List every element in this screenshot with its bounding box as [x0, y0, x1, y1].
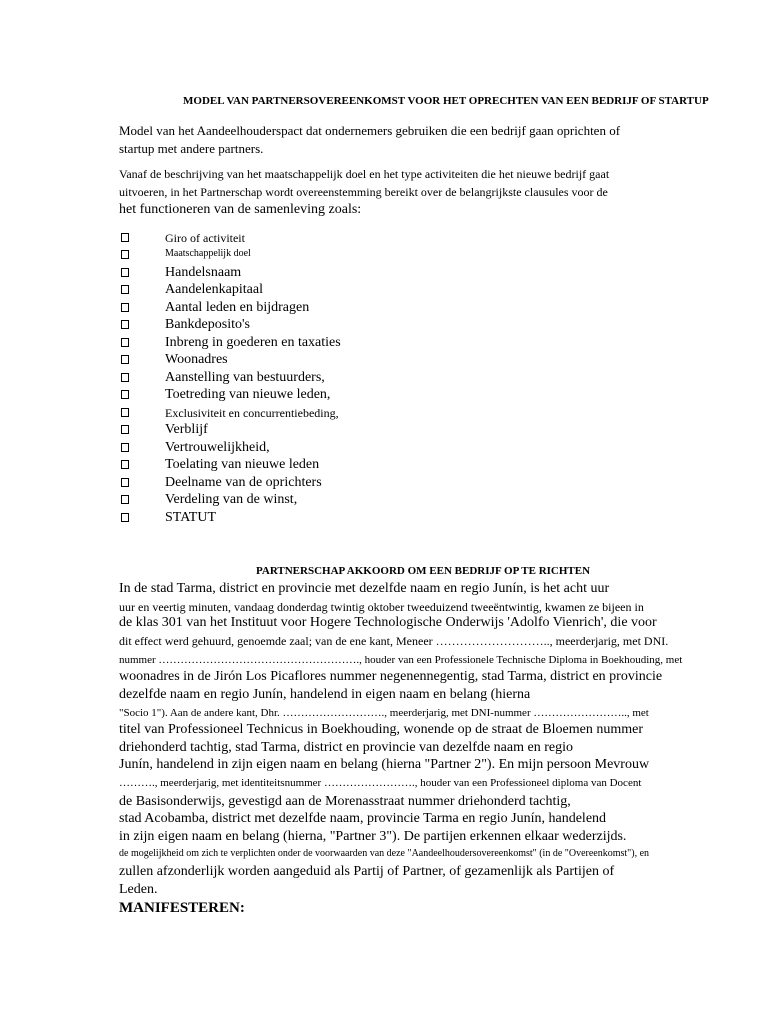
list-item: Bankdeposito's [165, 317, 250, 332]
checkbox-bullet-icon [121, 250, 129, 259]
list-item: Vertrouwelijkheid, [165, 440, 270, 455]
checkbox-bullet-icon [121, 513, 129, 522]
body-line: dit effect werd gehuurd, genoemde zaal; van de ene kant, Meneer ……………………….., meerderjarig, met DNI. [119, 634, 669, 648]
checkbox-bullet-icon [121, 320, 129, 329]
intro-line: Model van het Aandeelhouderspact dat ondernemers gebruiken die een bedrijf gaan oprichten of [119, 123, 621, 138]
list-item: Exclusiviteit en concurrentiebeding, [165, 406, 339, 420]
section-title: PARTNERSCHAP AKKOORD OM EEN BEDRIJF OP TE RICHTEN [256, 565, 591, 577]
checkbox-bullet-icon [121, 268, 129, 277]
body-line: "Socio 1"). Aan de andere kant, Dhr. ………………………., meerderjarig, met DNI-nummer …………………….., met [119, 707, 649, 719]
manifest-heading: MANIFESTEREN: [119, 900, 245, 916]
list-item: Verblijf [165, 422, 208, 437]
body-line: In de stad Tarma, district en provincie met dezelfde naam en regio Junín, is het acht uur [119, 581, 610, 596]
list-item: Woonadres [165, 352, 228, 367]
checkbox-bullet-icon [121, 495, 129, 504]
body-line: zullen afzonderlijk worden aangeduid als Partij of Partner, of gezamenlijk als Partijen of [119, 864, 615, 879]
list-item: Aanstelling van bestuurders, [165, 370, 325, 385]
body-line: driehonderd tachtig, stad Tarma, district en provincie van dezelfde naam en regio [119, 740, 573, 755]
list-item: Deelname van de oprichters [165, 475, 322, 490]
checkbox-bullet-icon [121, 443, 129, 452]
body-line: in zijn eigen naam en belang (hierna, "Partner 3"). De partijen erkennen elkaar wederzijds. [119, 829, 627, 844]
document-title: MODEL VAN PARTNERSOVEREENKOMST VOOR HET OPRECHTEN VAN EEN BEDRIJF OF STARTUP [183, 95, 709, 107]
list-item: STATUT [165, 510, 216, 525]
body-line: de klas 301 van het Instituut voor Hogere Technologische Onderwijs 'Adolfo Vienrich', die voor [119, 615, 657, 630]
checkbox-bullet-icon [121, 338, 129, 347]
checkbox-bullet-icon [121, 425, 129, 434]
list-item: Maatschappelijk doel [165, 248, 251, 259]
body-line: titel van Professioneel Technicus in Boekhouding, wonende op de straat de Bloemen nummer [119, 722, 644, 737]
body-line: uur en veertig minuten, vandaag donderdag twintig oktober tweeduizend tweeëntwintig, kwamen ze bijeen in [119, 600, 644, 614]
checkbox-bullet-icon [121, 373, 129, 382]
checkbox-bullet-icon [121, 285, 129, 294]
list-item: Handelsnaam [165, 265, 242, 280]
list-item: Toelating van nieuwe leden [165, 457, 320, 472]
body-line: stad Acobamba, district met dezelfde naam, provincie Tarma en regio Junín, handelend [119, 811, 607, 826]
checkbox-bullet-icon [121, 303, 129, 312]
list-item: Aandelenkapitaal [165, 282, 263, 297]
body-line: Leden. [119, 882, 158, 897]
checkbox-bullet-icon [121, 390, 129, 399]
body-line: dezelfde naam en regio Junín, handelend in eigen naam en belang (hierna [119, 687, 531, 702]
checkbox-bullet-icon [121, 233, 129, 242]
description-line: het functioneren van de samenleving zoals: [119, 202, 362, 217]
body-line: ………., meerderjarig, met identiteitsnummer ……………………., houder van een Professioneel diploma van Docent [119, 777, 642, 789]
body-line: de mogelijkheid om zich te verplichten onder de voorwaarden van deze "Aandeelhoudersovereenkomst" (in de "Overeenkomst"), en [119, 848, 650, 859]
list-item: Inbreng in goederen en taxaties [165, 335, 341, 350]
body-line: woonadres in de Jirón Los Picaflores nummer negenennegentig, stad Tarma, district en provincie [119, 669, 663, 684]
description-line: uitvoeren, in het Partnerschap wordt overeenstemming bereikt over de belangrijkste clausules voor de [119, 185, 608, 199]
checkbox-bullet-icon [121, 355, 129, 364]
list-item: Verdeling van de winst, [165, 492, 298, 507]
body-line: Junín, handelend in zijn eigen naam en belang (hierna "Partner 2"). En mijn persoon Mevrouw [119, 757, 650, 772]
list-item: Giro of activiteit [165, 231, 245, 245]
list-item: Aantal leden en bijdragen [165, 300, 310, 315]
body-line: nummer ………………………………………………., houder van een Professionele Technische Diploma in Boekhouding, met [119, 654, 683, 666]
checkbox-bullet-icon [121, 408, 129, 417]
list-item: Toetreding van nieuwe leden, [165, 387, 331, 402]
description-line: Vanaf de beschrijving van het maatschappelijk doel en het type activiteiten die het nieuwe bedrijf gaat [119, 167, 610, 181]
checkbox-bullet-icon [121, 478, 129, 487]
body-line: de Basisonderwijs, gevestigd aan de Morenasstraat nummer driehonderd tachtig, [119, 794, 571, 809]
checkbox-bullet-icon [121, 460, 129, 469]
intro-line: startup met andere partners. [119, 141, 264, 156]
